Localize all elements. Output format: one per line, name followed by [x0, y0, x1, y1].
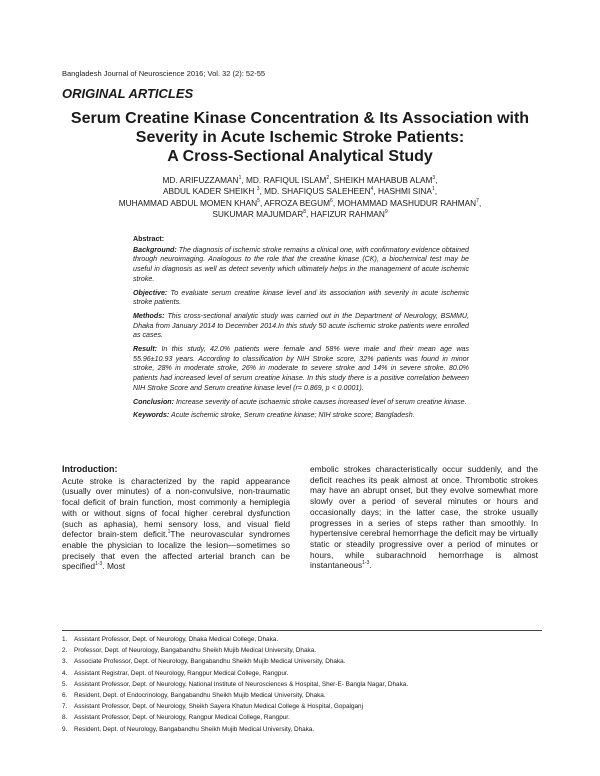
footnote — [62, 690, 542, 701]
title-line: Severity in Acute Ischemic Stroke Patients: — [135, 129, 465, 146]
affiliation-mark: 1 — [238, 175, 242, 182]
author-name: , AFROZA BEGUM — [259, 197, 331, 208]
author-name: SUKUMAR MAJUMDAR — [212, 208, 304, 219]
abstract-text: Increase severity of acute ischaemic stroke causes increased level of serum creatine kinase. — [173, 397, 467, 406]
footnote-number: 6. — [62, 692, 68, 700]
footnote-text: Resident, Dept. of Endocrinology, Bangabandhu Sheikh Mujib Medical University, Dhaka. — [74, 692, 326, 700]
affiliation-mark: 1 — [431, 186, 435, 193]
abstract-label: Keywords: — [133, 411, 170, 420]
footnote-number: 1. — [62, 636, 68, 643]
citation-mark: 1-3 — [362, 560, 370, 567]
footnote-number: 5. — [62, 680, 68, 688]
abstract-methods — [133, 312, 469, 341]
introduction-heading: Introduction: — [62, 464, 118, 474]
affiliation-mark: 9 — [384, 209, 388, 216]
affiliation-mark: 8 — [303, 209, 306, 216]
footnote-number: 8. — [62, 714, 68, 722]
footnote-text: Assistant Registrar, Dept. of Neurology, Rangpur Medical College, Rangpur. — [74, 669, 289, 677]
footnote — [62, 645, 542, 656]
author-name: ABDUL KADER SHEIKH — [162, 186, 257, 197]
footnote-text: Assistant Professor, Dept. of Neurology, Dhaka Medical College, Dhaka. — [74, 636, 279, 643]
abstract-label: Conclusion: — [133, 397, 174, 406]
abstract-label: Methods: — [133, 311, 165, 320]
affiliation-footnotes — [62, 630, 542, 735]
author-name: , MOHAMMAD MASHUDUR RAHMAN — [332, 197, 477, 208]
footnote-number: 4. — [62, 669, 68, 677]
abstract-result — [133, 345, 469, 394]
title-line: A Cross-Sectional Analytical Study — [167, 148, 433, 165]
abstract-conclusion — [133, 398, 469, 408]
abstract-heading: Abstract: — [133, 235, 165, 243]
footnote-text: Assistant Professor, Dept. of Neurology, National Institute of Neurosciences & Hospital, Sher-E- Bangla Nagar, Dhaka. — [74, 680, 409, 688]
abstract-background — [133, 246, 469, 285]
footnote-number: 2. — [62, 647, 68, 655]
article-title — [40, 109, 560, 166]
citation-mark: 1 — [167, 529, 171, 536]
footnote — [62, 656, 542, 667]
footnote-text: Resident, Dept. of Neurology, Bangabandhu Sheikh Mujib Medical University, Dhaka. — [74, 725, 315, 733]
abstract — [133, 235, 469, 425]
affiliation-mark: 6 — [330, 197, 333, 204]
abstract-text: In this study, 42.0% patients were female and 58% were male and their mean age was 55.96±10.93 years. According to classification by NIH Stroke score, 32% patients was found in minor stroke, 28% in moderate stroke, 26% in moderate to severe stroke and 14% in severe stroke. 80.0% patients had increased level of serum creatine kinase. In this study there is a positive correlation between NIH Stroke Score and Serum creatine kinase level (r= 0.869, p < 0.0001). — [133, 345, 469, 392]
body-text: Acute stroke is characterized by the rapid appearance (usually over minutes) of a non-convulsive, non-traumatic focal deficit of brain function, most commonly a hemiplegia with or without signs of focal higher cerebral dysfunction (such as aphasia), hemi sensory loss, and visual field defector brain-stem deficit. — [62, 475, 290, 540]
affiliation-mark: 2 — [326, 175, 330, 182]
affiliation-mark: 7 — [476, 197, 479, 204]
body-column-left — [62, 464, 290, 572]
footnote-number: 7. — [62, 703, 68, 711]
body-text: embolic strokes characteristically occur suddenly, and the deficit reaches its peak almost at once. Thrombotic strokes may have an abrupt onset, but they evolve somewhat more slowly over a period of several minutes or hours and occasionally days; in the latter case, the stroke usually progresses in a series of steps rather than smoothly. In hypertensive cerebral hemorrhage the deficit may be virtually static or steadily progressive over a period of minutes or hours, while subarachnoid hemorrhage is almost instantaneous — [310, 464, 538, 571]
abstract-label: Background: — [133, 245, 177, 254]
footnote — [62, 679, 542, 690]
citation-mark: 1-3 — [95, 561, 103, 568]
author-separator: , — [435, 175, 438, 185]
abstract-text: This cross-sectional analytic study was carried out in the Department of Neurology, BSMMU, Dhaka from January 2014 to December 2014.In this study 50 acute ischemic stroke patients were enrolled as cases. — [133, 311, 469, 340]
author-name: , HASHMI SINA — [373, 186, 432, 197]
author-name: , HAFIZUR RAHMAN — [305, 208, 385, 219]
author-name: , MD. SHAFIQUS SALEHEEN — [259, 186, 371, 197]
author-line — [40, 175, 560, 186]
body-text: The neurovascular syndromes enable the physician to localize the lesion—sometimes so precisely that even the affected arterial branch can be specified — [62, 529, 290, 572]
footnote-text: Assistant Professor, Dept. of Neurology, Sheikh Sayera Khatun Medical College & Hospital, Gopalganj — [74, 703, 364, 711]
footnote-text: Assistant Professor, Dept. of Neurology, Rangpur Medical College, Rangpur. — [74, 714, 290, 722]
abstract-keywords — [133, 411, 469, 421]
abstract-objective — [133, 289, 469, 308]
abstract-text: To evaluate serum creatine kinase level and its association with severity in acute ischemic stroke patients. — [133, 288, 469, 307]
footnote-text: Professor, Dept. of Neurology, Bangabandhu Sheikh Mujib Medical University, Dhaka. — [74, 647, 317, 655]
author-name: , MD. RAFIQUL ISLAM — [241, 175, 327, 185]
author-name: MUHAMMAD ABDUL MOMEN KHAN — [118, 197, 258, 208]
title-line: Serum Creatine Kinase Concentration & Its Association with — [70, 110, 530, 127]
introduction-paragraph — [62, 476, 290, 572]
author-list — [40, 175, 560, 220]
author-name: MD. ARIFUZZAMAN — [162, 175, 239, 185]
footnote-number: 3. — [62, 658, 68, 666]
footnote — [62, 701, 542, 712]
body-text: . Most — [102, 561, 126, 572]
footnote — [62, 634, 542, 645]
footnote-number: 9. — [62, 725, 68, 733]
author-separator: , — [478, 197, 482, 208]
journal-citation: Bangladesh Journal of Neuroscience 2016; Vol. 32 (2): 52-55 — [62, 69, 266, 78]
introduction-paragraph-continued — [310, 464, 538, 571]
body-text: . — [369, 560, 372, 571]
body-column-right — [310, 464, 538, 571]
author-line — [40, 209, 560, 220]
footnote-text: Associate Professor, Dept. of Neurology, Bangabandhu Sheikh Mujib Medical University, Dhaka. — [74, 658, 346, 666]
footnote — [62, 712, 542, 723]
footnote — [62, 724, 542, 735]
affiliation-mark: 3 — [256, 186, 260, 193]
affiliation-mark: 5 — [257, 197, 260, 204]
footnote — [62, 668, 542, 679]
author-name: , SHEIKH MAHABUB ALAM — [329, 175, 433, 185]
affiliation-mark: 4 — [370, 186, 374, 193]
abstract-label: Result: — [133, 345, 158, 354]
abstract-label: Objective: — [133, 288, 168, 297]
author-line — [40, 198, 560, 209]
author-separator: , — [434, 186, 438, 197]
section-heading: ORIGINAL ARTICLES — [62, 86, 194, 101]
abstract-text: The diagnosis of ischemic stroke remains a clinical one, with confirmatory evidence obtained through neuroimaging. Analogous to the role that the creatine kinase (CK), a biochemical test may be useful in diagnosis as well as detect severity which ultimately helps in the management of acute ischemic stroke. — [133, 245, 469, 283]
affiliation-mark: 3 — [432, 175, 436, 182]
abstract-text: Acute ischemic stroke, Serum creatine kinase; NIH stroke score; Bangladesh. — [169, 411, 415, 420]
author-line — [40, 186, 560, 197]
